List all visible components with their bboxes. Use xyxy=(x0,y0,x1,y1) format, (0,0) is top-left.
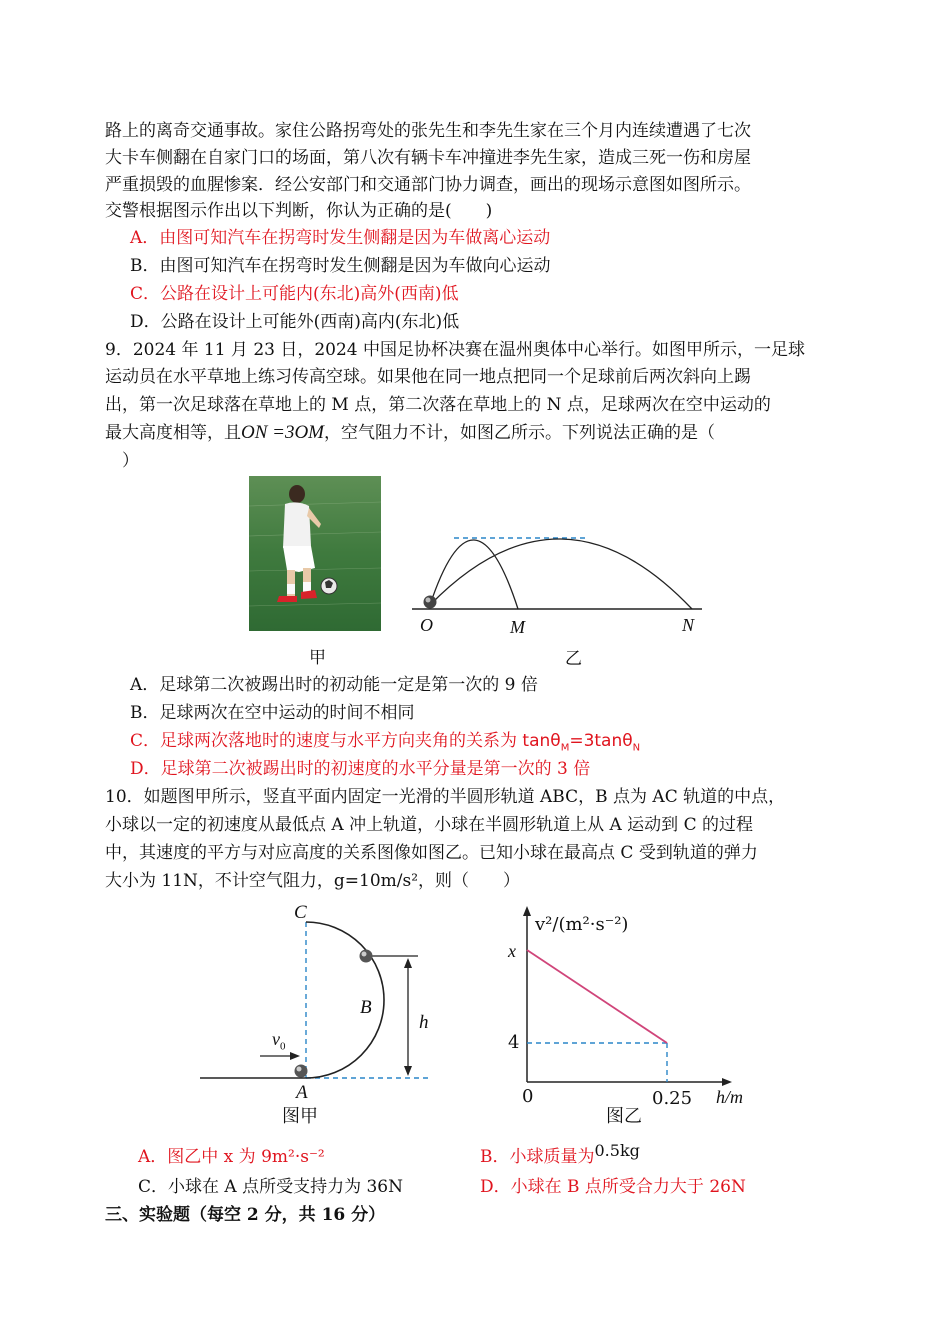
q10-line-2: 小球以一定的初速度从最低点 A 冲上轨道，小球在半圆形轨道上从 A 运动到 C 的过程 xyxy=(105,815,753,835)
q8-line-4: 交警根据图示作出以下判断，你认为正确的是( ) xyxy=(105,201,493,221)
ball-icon xyxy=(424,596,437,609)
semicircle-track-diagram xyxy=(200,898,440,1108)
graph-y-label: v²/(m²·s⁻²) xyxy=(535,914,629,935)
q8-option-c: C．公路在设计上可能内(东北)高外(西南)低 xyxy=(130,284,459,304)
caption-fig-jia: 图甲 xyxy=(282,1106,318,1127)
label-b: B xyxy=(360,997,372,1018)
q9-option-d: D．足球第二次被踢出时的初速度的水平分量是第一次的 3 倍 xyxy=(130,759,591,779)
q8-line-2: 大卡车侧翻在自家门口的场面，第八次有辆卡车冲撞进李先生家，造成三死一伤和房屋 xyxy=(105,148,751,168)
graph-x-value: x xyxy=(508,941,516,961)
ball-icon xyxy=(295,1065,308,1078)
label-n: N xyxy=(682,615,695,635)
q8-option-a: A．由图可知汽车在拐弯时发生侧翻是因为车做离心运动 xyxy=(130,228,551,248)
label-h: h xyxy=(419,1012,429,1033)
q9-option-b: B．足球两次在空中运动的时间不相同 xyxy=(130,703,415,723)
q10-line-3: 中，其速度的平方与对应高度的关系图像如图乙。已知小球在最高点 C 受到轨道的弹力 xyxy=(105,843,758,863)
q8-line-1: 路上的离奇交通事故。家住公路拐弯处的张先生和李先生家在三个月内连续遭遇了七次 xyxy=(105,121,751,141)
soccer-player-photo xyxy=(249,476,381,631)
q10-option-c: C．小球在 A 点所受支持力为 36N xyxy=(138,1177,404,1197)
q9-line-4-b: ，空气阻力不计，如图乙所示。下列说法正确的是（ xyxy=(324,423,716,443)
velocity-arrow-icon xyxy=(290,1052,300,1060)
trajectory-to-n xyxy=(430,539,692,609)
q9-line-4 xyxy=(105,420,715,446)
q8-line-3: 严重损毁的血腥惨案．经公安部门和交通部门协力调查，画出的现场示意图如图所示。 xyxy=(105,175,751,195)
caption-yi: 乙 xyxy=(565,649,582,669)
graph-tick-4: 4 xyxy=(508,1032,520,1053)
q9-option-a: A．足球第二次被踢出时的初动能一定是第一次的 9 倍 xyxy=(130,675,538,695)
q9-line-5: ） xyxy=(122,451,139,471)
label-v0: $v_0$ xyxy=(272,1029,286,1053)
ball-icon xyxy=(360,950,373,963)
graph-h-label: h/m xyxy=(716,1087,743,1107)
q9-line-4-a: 最大高度相等，且 xyxy=(105,423,241,443)
semicircle-track xyxy=(306,922,384,1078)
q10-option-d: D．小球在 B 点所受合力大于 26N xyxy=(480,1177,746,1197)
q8-option-d: D．公路在设计上可能外(西南)高内(东北)低 xyxy=(130,312,460,332)
q10-line-4: 大小为 11N，不计空气阻力，g=10m/s²，则（ ） xyxy=(105,871,521,891)
label-o: O xyxy=(420,615,433,635)
caption-jia: 甲 xyxy=(309,648,326,668)
q9-line-3: 出，第一次足球落在草地上的 M 点，第二次落在草地上的 N 点，足球两次在空中运动的 xyxy=(105,395,771,415)
q10-line-1: 10．如题图甲所示，竖直平面内固定一光滑的半圆形轨道 ABC，B 点为 AC 轨道的中点， xyxy=(105,787,786,807)
q9-line-1: 9．2024 年 11 月 23 日，2024 中国足协杯决赛在温州奥体中心举行。如图甲所示，一足球 xyxy=(105,340,806,360)
q8-option-b: B．由图可知汽车在拐弯时发生侧翻是因为车做向心运动 xyxy=(130,256,551,276)
q9-line-2: 运动员在水平草地上练习传高空球。如果他在同一地点把同一个足球前后两次斜向上踢 xyxy=(105,367,751,387)
trajectory-diagram xyxy=(412,528,704,640)
q10-option-a: A．图乙中 x 为 9m²·s⁻² xyxy=(138,1147,325,1167)
caption-fig-yi: 图乙 xyxy=(606,1106,642,1127)
v-squared-line xyxy=(527,950,667,1043)
label-m: M xyxy=(510,617,525,637)
section-3-heading: 三、实验题（每空 2 分，共 16 分） xyxy=(105,1205,386,1225)
graph-tick-025: 0.25 xyxy=(652,1088,693,1109)
label-a: A xyxy=(296,1082,308,1103)
q9-option-c: C．足球两次落地时的速度与水平方向夹角的关系为 tanθ$_M$=3tanθ$_N$ xyxy=(130,731,641,754)
q10-option-b: B．小球质量为0.5kg xyxy=(480,1141,640,1167)
label-c: C xyxy=(294,902,307,923)
q9-equation: ON =3OM xyxy=(241,422,325,443)
graph-origin: 0 xyxy=(522,1086,534,1107)
